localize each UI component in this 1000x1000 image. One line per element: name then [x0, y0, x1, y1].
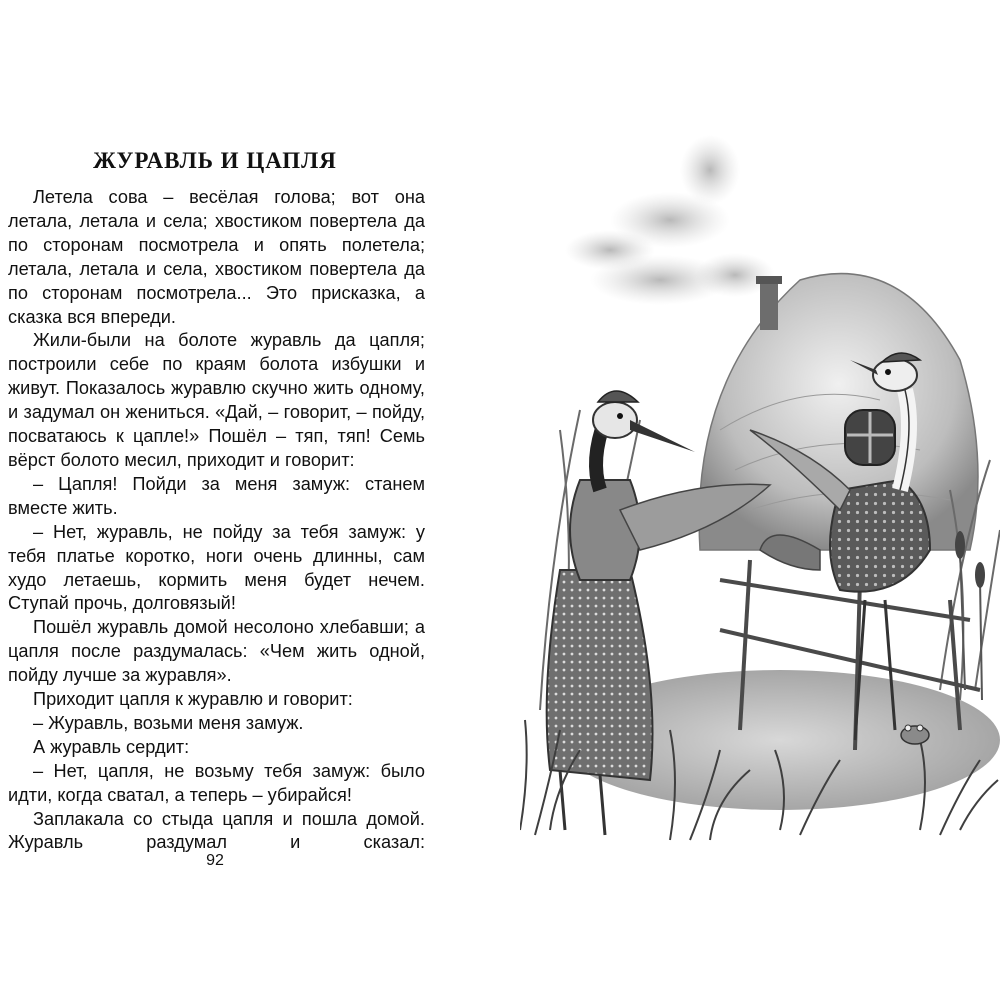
- page-number: 92: [206, 852, 224, 869]
- frog: [901, 725, 929, 744]
- paragraph: Заплакала со стыда цапля и пошла домой. Журавль раздумал и сказал:: [8, 808, 425, 853]
- paragraph: Приходит цапля к журавлю и говорит:: [33, 689, 353, 710]
- paragraph: Летела сова – весёлая голова; вот она летала, летала и села; хвостиком повертела да по сторонам посмотрела и опять полетела; летала, летала и села, хвостиком повертела да по сторонам посмотрела... Это присказка, а сказка вся впереди.: [8, 187, 425, 327]
- crane-and-heron-illustration: [520, 130, 1000, 850]
- story-title: ЖУРАВЛЬ И ЦАПЛЯ: [93, 148, 337, 173]
- paragraph: – Цапля! Пойди за меня замуж: станем вместе жить.: [8, 473, 425, 518]
- smoke: [565, 135, 775, 305]
- story-text: [8, 186, 425, 855]
- paragraph: Жили-были на болоте журавль да цапля; построили себе по краям болота избушки и живут. Показалось журавлю скучно жить одному, и задумал он жениться. «Дай, – говорит, – пойду, посватаюсь к цапле!» Пошёл – тяп, тяп! Семь вёрст болото месил, приходит и говорит:: [8, 330, 425, 470]
- paragraph: – Нет, журавль, не пойду за тебя замуж: у тебя платье коротко, ноги очень длинны, сам худо летаешь, кормить меня будет нечем. Ступай прочь, долговязый!: [8, 521, 425, 614]
- paragraph: – Журавль, возьми меня замуж.: [33, 712, 304, 733]
- paragraph: – Нет, цапля, не возьму тебя замуж: было идти, когда сватал, а теперь – убирайся!: [8, 760, 425, 805]
- left-page: [0, 0, 470, 1000]
- paragraph: А журавль сердит:: [33, 736, 190, 757]
- cattails: [955, 531, 985, 700]
- paragraph: Пошёл журавль домой несолоно хлебавши; а цапля после раздумалась: «Чем жить одной, пойду лучше за журавля».: [8, 617, 425, 686]
